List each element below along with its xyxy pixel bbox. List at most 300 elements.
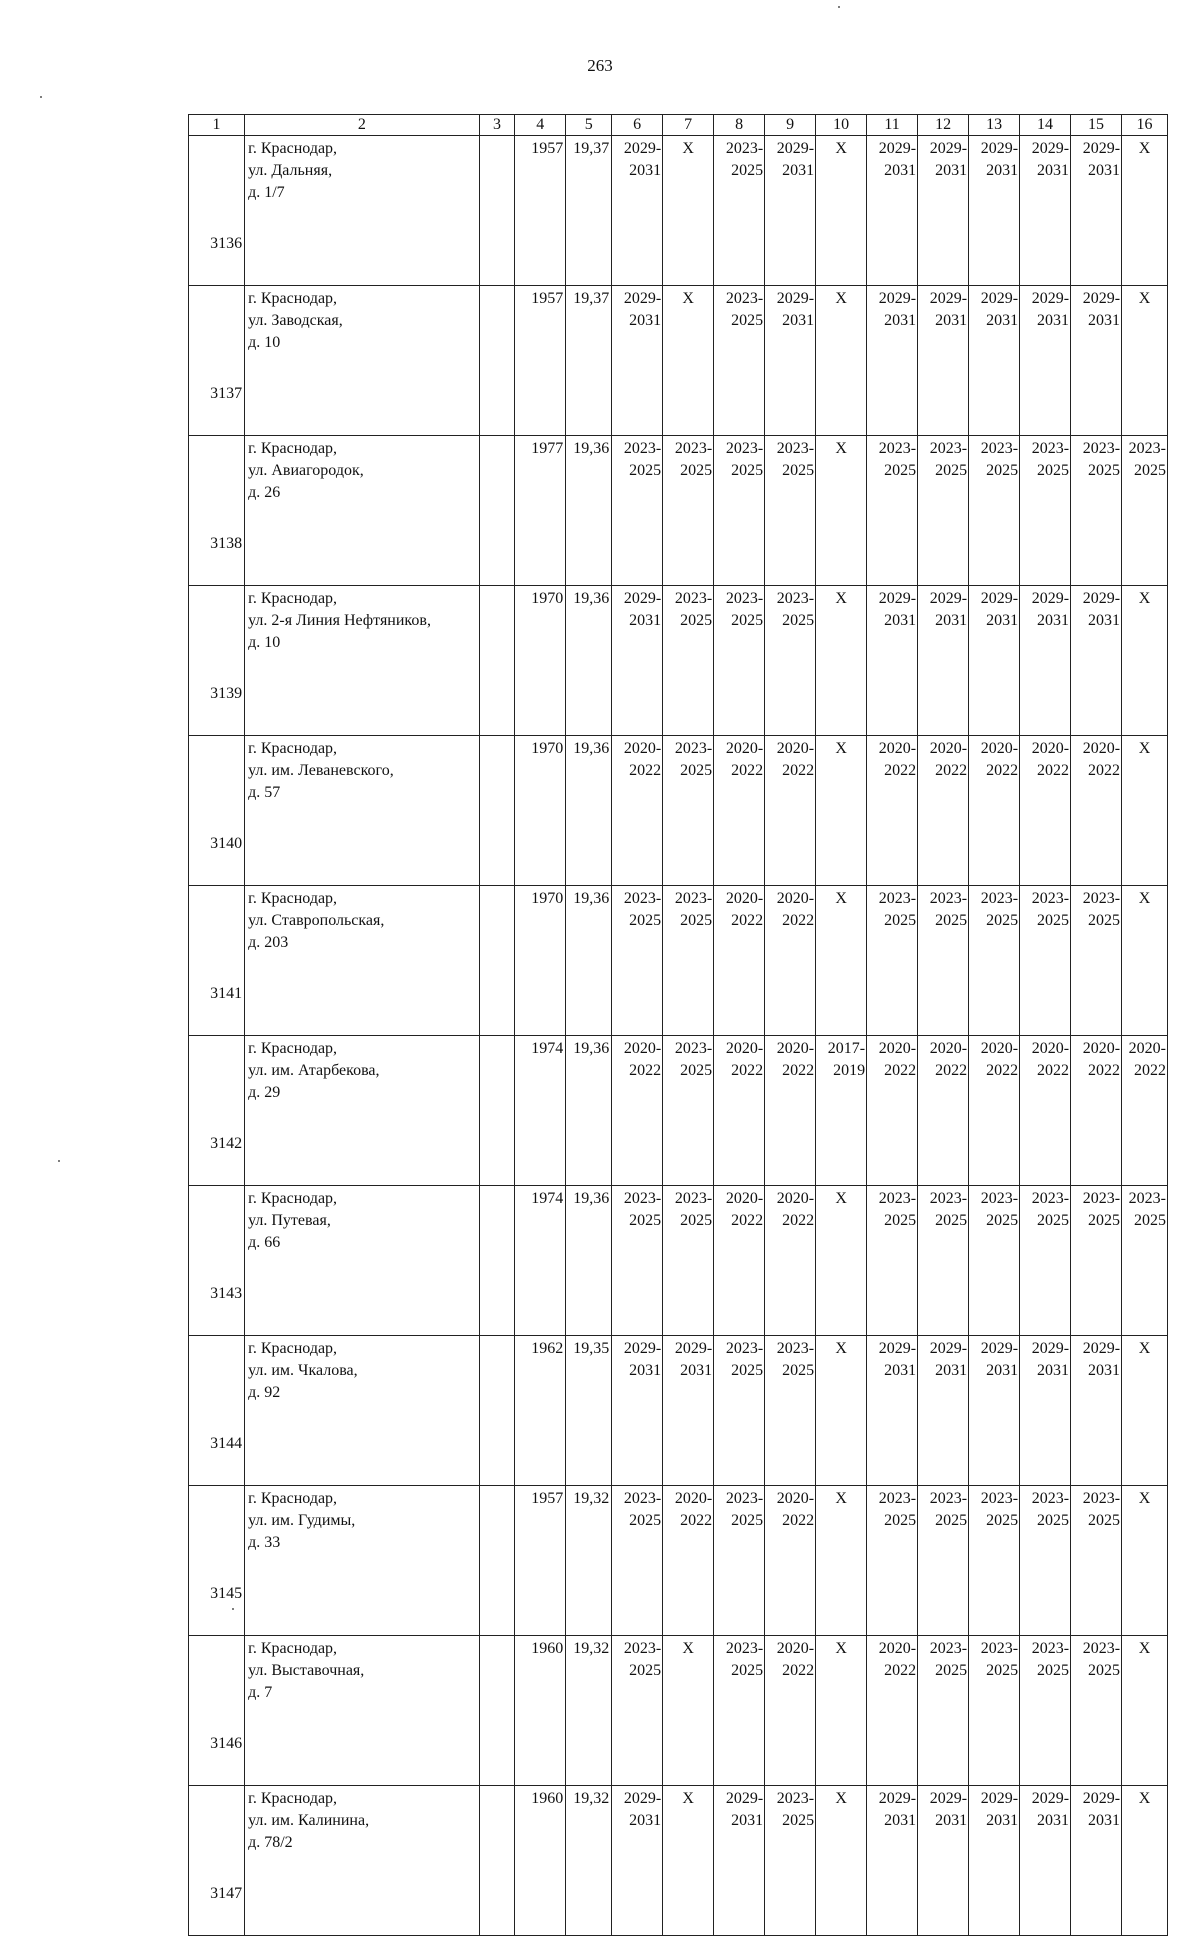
period-line: 2029- [1031,290,1070,307]
table-row [189,1186,1168,1336]
period-line: 2020- [1082,740,1121,757]
period-cell [1071,436,1122,586]
period-line: 2025 [1088,1212,1121,1229]
build-year-cell: 1960 [515,1786,566,1936]
row-number-cell: 3146 [189,1636,245,1786]
address-cell [245,1186,480,1336]
address-line: г. Краснодар, [248,440,338,457]
period-line: 2023- [1082,1190,1121,1207]
table-row [189,1486,1168,1636]
period-cell [612,736,663,886]
period-line: 2023- [980,890,1019,907]
period-line: 2029- [623,1790,662,1807]
period-line: 2025 [935,1512,968,1529]
period-cell [969,436,1020,586]
period-line: 2020- [929,740,968,757]
period-line: 2025 [935,462,968,479]
period-cell [918,1036,969,1186]
period-cell [1122,436,1168,586]
period-cell [867,136,918,286]
column-3-cell [479,1186,515,1336]
period-cell [663,1186,714,1336]
period-cell [765,1336,816,1486]
period-line: 2025 [680,612,713,629]
column-3-cell [479,436,515,586]
period-line: 2025 [986,1662,1019,1679]
period-line: 2023- [725,290,764,307]
period-line: 2025 [629,912,662,929]
address-line: д. 29 [248,1084,281,1101]
address-line: г. Краснодар, [248,590,338,607]
page-number: 263 [587,56,613,75]
period-line: 2022 [629,1062,662,1079]
period-cell [612,1786,663,1936]
address-line: ул. Путевая, [248,1212,331,1229]
period-line: 2029- [878,1790,917,1807]
period-line: 2025 [731,1512,764,1529]
period-line: 2031 [1088,1812,1121,1829]
period-line: 2023- [1082,1640,1121,1657]
period-line: 2025 [680,1062,713,1079]
period-cell [1020,436,1071,586]
period-cell [1020,1186,1071,1336]
period-line: 2022 [1037,1062,1070,1079]
period-cell [765,286,816,436]
period-line: 2029- [623,290,662,307]
address-cell [245,1786,480,1936]
period-cell [867,1786,918,1936]
period-line: 2022 [731,762,764,779]
period-line: 2029- [1082,140,1121,157]
table-row [189,436,1168,586]
period-cell [918,1786,969,1936]
period-cell: X [1122,1636,1168,1786]
period-line: 2022 [782,1662,815,1679]
period-line: 2029- [1031,1790,1070,1807]
period-cell [1071,736,1122,886]
period-line: 2029- [623,1340,662,1357]
period-line: 2020- [776,1640,815,1657]
period-cell [612,286,663,436]
period-cell [714,586,765,736]
column-header: 5 [566,115,612,136]
period-cell [918,1186,969,1336]
period-line: 2022 [935,762,968,779]
period-cell [1071,1786,1122,1936]
period-cell [765,1186,816,1336]
period-line: 2025 [731,162,764,179]
period-line: 2025 [629,1512,662,1529]
period-cell [969,136,1020,286]
build-year-cell: 1970 [515,736,566,886]
period-cell [1071,886,1122,1036]
period-line: 2020- [878,740,917,757]
period-cell [714,436,765,586]
period-line: 2022 [884,762,917,779]
period-cell: X [816,136,867,286]
period-line: 2029- [674,1340,713,1357]
period-cell [1020,586,1071,736]
period-line: 2031 [1088,612,1121,629]
period-line: 2025 [731,1662,764,1679]
period-line: 2029- [929,1340,968,1357]
period-line: 2025 [935,912,968,929]
period-line: 2020- [1082,1040,1121,1057]
column-3-cell [479,1486,515,1636]
period-line: 2025 [731,612,764,629]
period-cell [867,586,918,736]
build-year-cell: 1970 [515,586,566,736]
period-cell [867,1486,918,1636]
address-line: г. Краснодар, [248,1640,338,1657]
period-cell [918,286,969,436]
period-line: 2029- [878,290,917,307]
column-header: 1 [189,115,245,136]
column-header: 4 [515,115,566,136]
period-line: 2020- [674,1490,713,1507]
period-line: 2020- [623,740,662,757]
period-line: 2025 [1037,1662,1070,1679]
scan-speck [232,1608,234,1610]
address-cell [245,586,480,736]
period-cell [867,436,918,586]
address-line: г. Краснодар, [248,740,338,757]
period-line: 2020- [725,890,764,907]
period-line: 2022 [1088,1062,1121,1079]
period-line: 2025 [1134,462,1166,479]
period-line: 2031 [1037,162,1070,179]
period-cell: X [663,136,714,286]
address-line: д. 7 [248,1684,273,1701]
period-cell [1071,1636,1122,1786]
period-cell [765,1486,816,1636]
build-year-cell: 1957 [515,1486,566,1636]
period-line: 2023- [725,1340,764,1357]
period-line: 2020- [878,1040,917,1057]
period-line: 2023- [1128,1190,1166,1207]
period-cell: X [816,1786,867,1936]
period-cell [765,1036,816,1186]
period-cell [1020,1636,1071,1786]
period-line: 2025 [986,1212,1019,1229]
period-line: 2029- [878,1340,917,1357]
period-line: 2025 [1088,1662,1121,1679]
period-cell [867,736,918,886]
period-line: 2022 [1134,1062,1166,1079]
period-line: 2029- [929,290,968,307]
row-number-cell: 3136 [189,136,245,286]
period-cell [1071,1036,1122,1186]
period-cell [1020,1336,1071,1486]
period-line: 2023- [623,1640,662,1657]
column-3-cell [479,1336,515,1486]
row-number-cell: 3143 [189,1186,245,1336]
period-cell [663,736,714,886]
period-cell [714,1186,765,1336]
period-cell [918,136,969,286]
period-line: 2031 [629,612,662,629]
period-line: 2020- [1031,1040,1070,1057]
period-cell [663,1486,714,1636]
build-year-cell: 1974 [515,1186,566,1336]
address-line: д. 203 [248,934,289,951]
period-line: 2023- [878,890,917,907]
period-cell [765,136,816,286]
period-cell [765,1636,816,1786]
row-number-cell: 3145 [189,1486,245,1636]
period-line: 2029- [1082,290,1121,307]
address-cell [245,736,480,886]
period-cell [1071,136,1122,286]
period-cell [1020,286,1071,436]
period-line: 2025 [782,1362,815,1379]
period-line: 2023- [674,890,713,907]
period-cell [918,1486,969,1636]
period-cell [969,1336,1020,1486]
period-cell [714,1486,765,1636]
period-line: 2023- [929,890,968,907]
value-cell: 19,36 [566,436,612,586]
period-line: 2023- [674,740,713,757]
table-row [189,1786,1168,1936]
column-header: 14 [1020,115,1071,136]
period-line: 2029- [1031,1340,1070,1357]
value-cell: 19,32 [566,1486,612,1636]
address-line: ул. Авиагородок, [248,462,364,479]
period-line: 2029- [776,140,815,157]
period-line: 2023- [776,440,815,457]
row-number-cell: 3144 [189,1336,245,1486]
build-year-cell: 1962 [515,1336,566,1486]
address-line: ул. Заводская, [248,312,343,329]
period-line: 2031 [935,1812,968,1829]
period-line: 2031 [629,312,662,329]
column-header: 9 [765,115,816,136]
period-line: 2031 [1088,1362,1121,1379]
period-line: 2025 [1088,462,1121,479]
period-line: 2031 [884,162,917,179]
period-line: 2022 [782,762,815,779]
period-cell [1020,736,1071,886]
period-line: 2031 [986,162,1019,179]
period-cell [816,1036,867,1186]
period-line: 2025 [1088,1512,1121,1529]
value-cell: 19,37 [566,136,612,286]
period-line: 2023- [929,1490,968,1507]
period-line: 2023- [725,1640,764,1657]
period-cell: X [1122,736,1168,886]
row-number-cell: 3142 [189,1036,245,1186]
period-cell: X [816,1336,867,1486]
period-line: 2020- [878,1640,917,1657]
period-cell [612,586,663,736]
column-header: 6 [612,115,663,136]
period-line: 2031 [935,1362,968,1379]
value-cell: 19,36 [566,1036,612,1186]
period-cell [867,1636,918,1786]
period-line: 2020- [776,1040,815,1057]
table-row [189,886,1168,1036]
period-cell [867,886,918,1036]
row-number-cell: 3137 [189,286,245,436]
column-header: 16 [1122,115,1168,136]
period-cell: X [663,1786,714,1936]
period-line: 2023- [1031,890,1070,907]
period-line: 2022 [782,1212,815,1229]
period-cell: X [816,1486,867,1636]
period-line: 2022 [680,1512,713,1529]
build-year-cell: 1977 [515,436,566,586]
period-line: 2025 [731,312,764,329]
period-line: 2023- [623,1490,662,1507]
period-cell [969,736,1020,886]
period-line: 2029- [1082,590,1121,607]
column-3-cell [479,586,515,736]
period-line: 2023- [929,1640,968,1657]
period-cell [1122,1036,1168,1186]
address-line: г. Краснодар, [248,1040,338,1057]
build-year-cell: 1957 [515,286,566,436]
period-line: 2031 [1037,1362,1070,1379]
period-line: 2023- [1082,440,1121,457]
address-cell [245,436,480,586]
period-line: 2023- [674,590,713,607]
period-line: 2025 [935,1212,968,1229]
period-cell: X [1122,1786,1168,1936]
address-line: д. 92 [248,1384,281,1401]
period-line: 2025 [731,462,764,479]
period-cell: X [816,1636,867,1786]
period-line: 2031 [629,1812,662,1829]
period-cell [765,1786,816,1936]
table-row [189,1336,1168,1486]
period-line: 2025 [782,612,815,629]
period-cell [663,586,714,736]
period-cell [612,436,663,586]
period-cell: X [1122,586,1168,736]
period-line: 2029- [929,140,968,157]
period-cell [612,136,663,286]
period-cell [1122,1186,1168,1336]
period-line: 2023- [929,1190,968,1207]
period-cell [918,436,969,586]
period-line: 2025 [986,462,1019,479]
period-cell [867,1336,918,1486]
period-cell [918,586,969,736]
period-line: 2025 [629,1662,662,1679]
row-number-cell: 3138 [189,436,245,586]
period-cell [612,886,663,1036]
address-cell [245,1036,480,1186]
address-line: ул. им. Леваневского, [248,762,394,779]
period-line: 2029- [878,140,917,157]
period-line: 2023- [776,1790,815,1807]
period-cell [612,1186,663,1336]
value-cell: 19,36 [566,1186,612,1336]
build-year-cell: 1970 [515,886,566,1036]
period-line: 2029- [776,290,815,307]
scan-speck [838,6,840,8]
period-line: 2020- [929,1040,968,1057]
column-3-cell [479,1636,515,1786]
period-cell: X [816,886,867,1036]
period-line: 2020- [980,1040,1019,1057]
period-line: 2023- [623,440,662,457]
build-year-cell: 1960 [515,1636,566,1786]
period-cell [714,1786,765,1936]
period-line: 2022 [1088,762,1121,779]
build-year-cell: 1974 [515,1036,566,1186]
period-line: 2031 [629,1362,662,1379]
period-line: 2025 [629,1212,662,1229]
period-cell [969,1636,1020,1786]
period-line: 2031 [782,312,815,329]
period-line: 2031 [731,1812,764,1829]
period-cell: X [816,736,867,886]
period-line: 2023- [1082,890,1121,907]
period-line: 2029- [980,1340,1019,1357]
address-line: д. 57 [248,784,281,801]
period-line: 2031 [986,612,1019,629]
period-cell [1071,1486,1122,1636]
period-line: 2020- [776,1490,815,1507]
scan-speck [58,1160,60,1162]
period-cell: X [816,586,867,736]
table-row [189,586,1168,736]
period-cell [1020,1786,1071,1936]
period-line: 2025 [782,462,815,479]
column-header: 12 [918,115,969,136]
address-line: г. Краснодар, [248,1340,338,1357]
column-header: 10 [816,115,867,136]
value-cell: 19,36 [566,736,612,886]
period-line: 2023- [776,590,815,607]
column-3-cell [479,886,515,1036]
address-cell [245,1636,480,1786]
period-line: 2025 [1037,1212,1070,1229]
period-line: 2025 [884,462,917,479]
period-line: 2029- [1031,590,1070,607]
period-cell: X [816,286,867,436]
row-number-cell: 3141 [189,886,245,1036]
period-line: 2031 [935,162,968,179]
period-line: 2025 [680,1212,713,1229]
period-line: 2022 [629,762,662,779]
column-header: 15 [1071,115,1122,136]
column-3-cell [479,1036,515,1186]
period-line: 2031 [782,162,815,179]
period-cell [969,1486,1020,1636]
period-cell [867,1036,918,1186]
period-line: 2031 [1037,612,1070,629]
period-line: 2020- [776,740,815,757]
period-line: 2031 [986,1362,1019,1379]
column-header: 13 [969,115,1020,136]
address-line: ул. Ставропольская, [248,912,385,929]
value-cell: 19,32 [566,1636,612,1786]
address-line: д. 10 [248,634,281,651]
period-line: 2029- [725,1790,764,1807]
period-line: 2029- [980,290,1019,307]
scan-speck [40,96,42,98]
period-cell [969,1786,1020,1936]
table-row [189,136,1168,286]
period-line: 2031 [629,162,662,179]
column-3-cell [479,286,515,436]
period-cell [918,736,969,886]
address-line: ул. Дальняя, [248,162,333,179]
period-cell [663,886,714,1036]
